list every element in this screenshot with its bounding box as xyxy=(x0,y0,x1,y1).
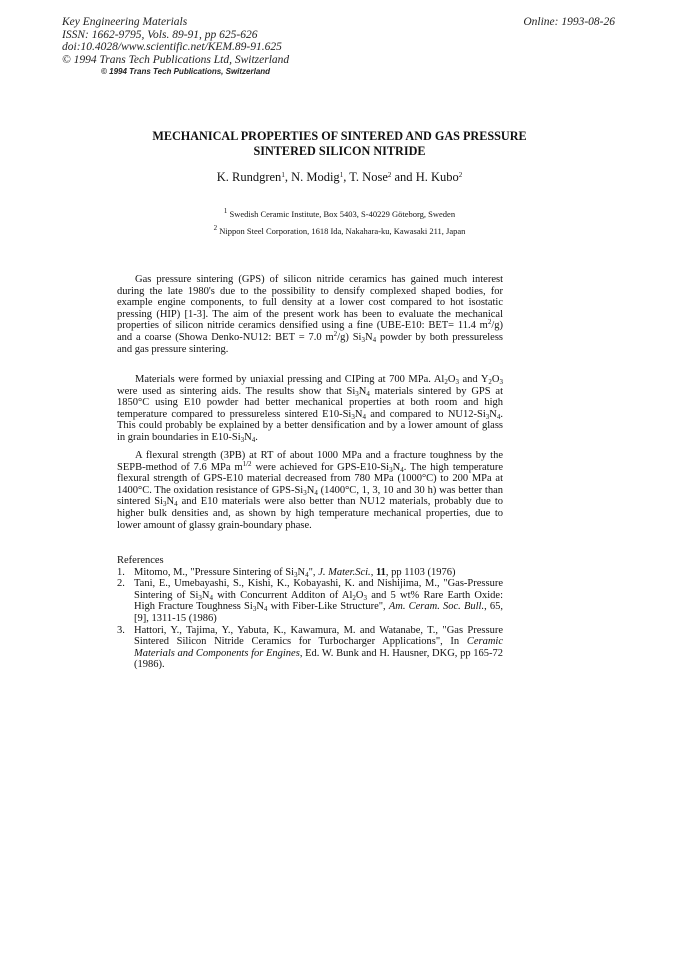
text-run: N xyxy=(166,496,175,508)
references-section xyxy=(117,555,503,671)
subscript: 4 xyxy=(362,412,366,421)
text-run: and 5 wt% Rare Earth Oxide: High Fracture Toughness Si xyxy=(134,589,503,613)
subscript: 3 xyxy=(240,435,245,444)
author-affiliation-mark: 2 xyxy=(458,171,463,179)
subscript: 2 xyxy=(444,378,448,386)
subscript: 4 xyxy=(400,465,404,474)
affiliation-number: 2 xyxy=(213,224,218,232)
affiliation-2 xyxy=(117,226,562,236)
subscript: 4 xyxy=(314,488,318,497)
text-run: Tani, E., Umebayashi, S., Kishi, K., Kobayashi, K. and Nishijima, M., "Gas-Pressure Sintering of Si xyxy=(134,578,503,601)
text-run: , xyxy=(370,566,376,578)
italic-text: Am. Ceram. Soc. Bull. xyxy=(388,601,485,613)
author-separator: and xyxy=(391,170,416,184)
subscript: 3 xyxy=(499,378,503,386)
text-run: and Y xyxy=(458,374,489,385)
text-run: Hattori, Y., Tajima, Y., Yabuta, K., Kawamura, M. and Watanabe, T., "Gas Pressure Sintered Silicon Nitride Ceramics for Turbocharger Applications", In xyxy=(134,624,503,648)
superscript: 2 xyxy=(333,329,338,338)
text-run: N xyxy=(354,408,363,420)
text-run: N xyxy=(392,461,401,473)
subscript: 4 xyxy=(496,412,501,421)
text-run: ", xyxy=(308,566,319,578)
author-name: H. Kubo xyxy=(415,170,459,184)
text-run: , pp 1103 (1976) xyxy=(385,566,456,578)
subscript: 4 xyxy=(263,605,268,614)
bold-text: 11 xyxy=(375,566,386,578)
reference-item xyxy=(117,567,503,579)
subscript: 3 xyxy=(303,488,307,497)
text-run: with Concurrent Additon of Al xyxy=(213,589,353,601)
subscript: 2 xyxy=(488,378,492,386)
issn-line: ISSN: 1662-9795, Vols. 89-91, pp 625-626 xyxy=(62,28,258,41)
subscript: 3 xyxy=(252,605,257,614)
text-run: O xyxy=(491,374,500,385)
text-run: N xyxy=(306,484,315,496)
italic-text: Ceramic Materials and Components for Engines xyxy=(134,636,503,659)
subscript: 4 xyxy=(305,570,309,579)
author-affiliation-mark: 2 xyxy=(387,171,392,179)
author-separator: , xyxy=(343,170,350,184)
author-list xyxy=(117,170,562,185)
text-run: Materials were formed by uniaxial pressing and CIPing at 700 MPa. Al xyxy=(135,374,445,385)
author-separator: , xyxy=(284,170,292,184)
text-run: and compared to NU12-Si xyxy=(365,408,486,420)
subscript: 4 xyxy=(209,593,213,602)
subscript: 3 xyxy=(485,412,490,421)
text-run: , Ed. W. Bunk and H. Hausner, DKG, pp 165-72 (1986). xyxy=(134,647,503,671)
author-affiliation-mark: 1 xyxy=(339,171,344,179)
copyright-line: © 1994 Trans Tech Publications Ltd, Switzerland xyxy=(62,53,290,66)
text-run: N xyxy=(364,331,373,343)
text-run: Mitomo, M., "Pressure Sintering of Si xyxy=(134,566,295,578)
text-run: N xyxy=(358,385,367,397)
title-line-2: SINTERED SILICON NITRIDE xyxy=(253,144,426,158)
subscript: 3 xyxy=(389,465,393,474)
text-run: . This could probably be explained by a better densification and by a lower amount of glass in grain boundaries in E10-Si xyxy=(117,408,503,443)
affiliation-number: 1 xyxy=(223,207,228,215)
abstract-paragraph-2 xyxy=(117,374,503,444)
subscript: 4 xyxy=(174,500,178,509)
doi-line: doi:10.4028/www.scientific.net/KEM.89-91.625 xyxy=(62,41,282,53)
subscript: 3 xyxy=(351,412,355,421)
superscript: 2 xyxy=(487,318,492,327)
abstract-paragraph-1 xyxy=(117,274,503,355)
subscript: 2 xyxy=(352,593,356,602)
text-run: were achieved for GPS-E10-Si xyxy=(251,461,390,473)
superscript: 1/2 xyxy=(242,459,252,468)
text-run: /g) and a coarse (Showa Denko-NU12: BET = 7.0 m xyxy=(117,320,503,343)
reference-text xyxy=(134,625,503,671)
text-run: N xyxy=(297,566,306,578)
subscript: 3 xyxy=(163,500,167,509)
author-name: N. Modig xyxy=(291,170,340,184)
text-run: materials sintered by GPS at 1850°C using E10 powder had better mechanical properties at both room and high temperature compared to pressureless sintered E10-Si xyxy=(117,385,503,420)
text-run: . The high temperature flexural strength of GPS-E10 material decreased from 780 MPa (1000°C) to 200 MPa at 1400°C. The oxidation resistance of GPS-Si xyxy=(117,461,503,496)
author-name: T. Nose xyxy=(349,170,388,184)
subscript: 3 xyxy=(198,593,202,602)
text-run: (1400°C, 1, 3, 10 and 30 h) was better than sintered Si xyxy=(117,484,504,508)
subscript: 3 xyxy=(355,389,359,398)
publisher-copyright: © 1994 Trans Tech Publications, Switzerland xyxy=(101,67,271,76)
text-run: were used as sintering aids. The results show that Si xyxy=(117,385,356,397)
text-run: with Fiber-Like Structure", xyxy=(267,601,389,613)
affiliation-text: Nippon Steel Corporation, 1618 Ida, Nakahara-ku, Kawasaki 211, Japan xyxy=(219,226,466,236)
subscript: 4 xyxy=(372,335,377,344)
reference-text xyxy=(134,578,503,624)
text-run: O xyxy=(447,374,456,385)
text-run: /g) Si xyxy=(337,331,362,343)
subscript: 3 xyxy=(363,593,367,602)
subscript: 3 xyxy=(455,378,459,386)
text-run: Gas pressure sintering (GPS) of silicon nitride ceramics has gained much interest during the late 1980's due to the possibility to densify complexed shaped bodies, for example engine components, to full density at a lower cost compared to hot isostatic pressing (HIP) [1-3]. The aim of the present work has been to evaluate the mechanical properties of silicon nitride ceramics densified using a fine (UBE-E10: BET= 11.4 m xyxy=(117,274,503,332)
text-run: O xyxy=(355,589,364,601)
text-run: N xyxy=(256,601,264,613)
subscript: 3 xyxy=(361,335,365,344)
header-block xyxy=(62,16,289,66)
reference-number: 3. xyxy=(117,624,125,636)
title-line-1: MECHANICAL PROPERTIES OF SINTERED AND GAS PRESSURE xyxy=(152,129,527,143)
references-heading: References xyxy=(117,555,164,566)
text-run: . xyxy=(255,431,258,443)
text-run: N xyxy=(244,431,252,443)
online-date: Online: 1993-08-26 xyxy=(523,16,615,28)
text-run: A flexural strength (3PB) at RT of about 1000 MPa and a fracture toughness by the SEPB-method of 7.6 MPa m xyxy=(117,450,503,473)
reference-number: 2. xyxy=(117,578,125,590)
reference-number: 1. xyxy=(117,566,125,578)
text-run: N xyxy=(201,589,210,601)
reference-item xyxy=(117,578,503,624)
subscript: 3 xyxy=(294,570,298,579)
journal-name: Key Engineering Materials xyxy=(62,16,188,28)
paper-title xyxy=(117,129,562,159)
abstract-paragraph-3 xyxy=(117,450,503,531)
italic-text: J. Mater.Sci. xyxy=(318,566,371,578)
reference-item xyxy=(117,625,503,671)
reference-text xyxy=(134,567,503,579)
affiliation-text: Swedish Ceramic Institute, Box 5403, S-40229 Göteborg, Sweden xyxy=(229,209,456,219)
text-run: and E10 materials were also better than NU12 materials, probably due to higher bulk densities and, as shown by high temperature mechanical properties, due to lower amount of glassy grain-boundary phase. xyxy=(117,496,504,531)
subscript: 4 xyxy=(366,389,370,398)
text-run: N xyxy=(489,408,497,420)
subscript: 4 xyxy=(251,435,256,444)
author-name: K. Rundgren xyxy=(216,170,282,184)
text-run: powder by both pressureless and gas pressure sintering. xyxy=(117,331,503,355)
affiliation-1 xyxy=(117,209,562,219)
text-run: , 65, [9], 1311-15 (1986) xyxy=(134,601,504,624)
author-affiliation-mark: 1 xyxy=(281,171,285,179)
